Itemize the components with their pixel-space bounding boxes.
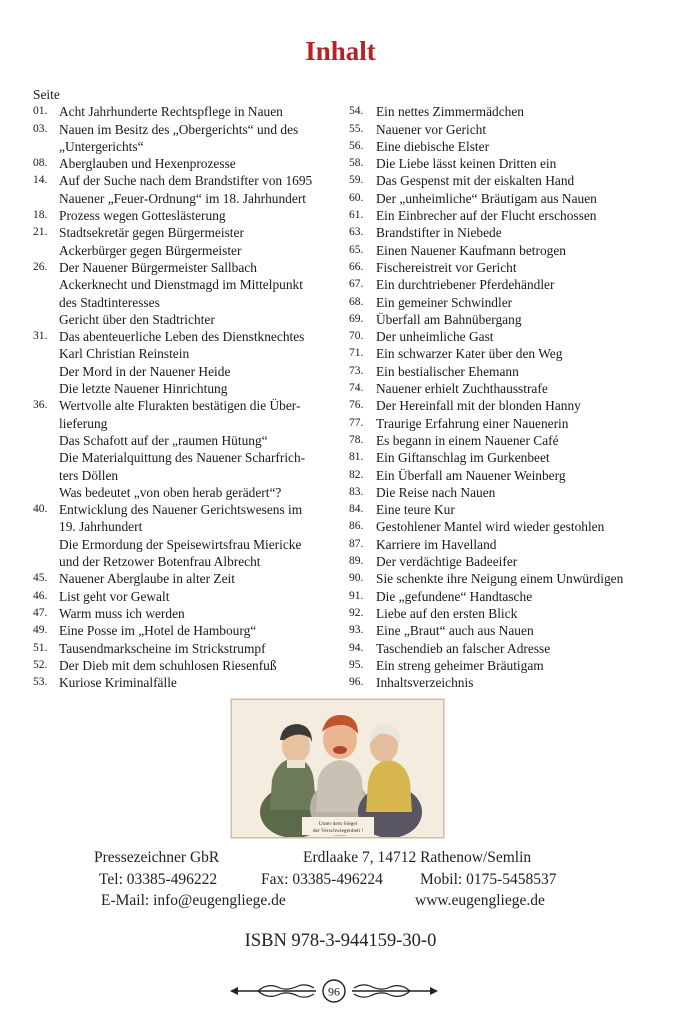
toc-entry xyxy=(349,242,669,259)
toc-entry xyxy=(33,224,348,241)
toc-entry-continuation: lieferung xyxy=(59,415,108,431)
page-ornament xyxy=(228,978,440,1004)
toc-right-spacer xyxy=(349,86,669,103)
toc-entry-title: Nauener Aberglaube in alter Zeit xyxy=(59,571,235,587)
toc-entry-number: 73. xyxy=(349,364,364,377)
toc-entry-continuation: Gericht über den Stadtrichter xyxy=(59,311,215,327)
toc-entry xyxy=(349,432,669,449)
toc-entry-title: Die Liebe lässt keinen Dritten ein xyxy=(376,156,557,172)
toc-entry-number: 71. xyxy=(349,347,364,360)
toc-entry-title: Eine Posse im „Hotel de Hambourg“ xyxy=(59,623,257,639)
toc-entry-title: Warm muss ich werden xyxy=(59,605,185,621)
toc-entry xyxy=(349,536,669,553)
toc-entry xyxy=(33,570,348,587)
toc-entry-title: Es begann in einem Nauener Café xyxy=(376,432,559,448)
toc-entry-number: 93. xyxy=(349,624,364,637)
toc-entry-number: 70. xyxy=(349,330,364,343)
toc-entry-continuation: ters Döllen xyxy=(59,467,119,483)
toc-entry-number: 18. xyxy=(33,209,48,222)
toc-entry-title: Der Dieb mit dem schuhlosen Riesenfuß xyxy=(59,657,277,673)
toc-entry xyxy=(33,640,348,657)
toc-entry-number: 01. xyxy=(33,105,48,118)
toc-left-column xyxy=(33,86,348,691)
toc-entry xyxy=(349,103,669,120)
toc-entry-title: Wertvolle alte Flurakten bestätigen die Über- xyxy=(59,398,301,414)
toc-entry xyxy=(349,605,669,622)
toc-entry xyxy=(349,224,669,241)
toc-entry xyxy=(349,172,669,189)
toc-entry xyxy=(349,294,669,311)
toc-entry xyxy=(349,259,669,276)
publisher-name: Pressezeichner GbR xyxy=(94,849,220,866)
toc-entry-number: 49. xyxy=(33,624,48,637)
toc-entry-number: 31. xyxy=(33,330,48,343)
toc-entry-title: Ein bestialischer Ehemann xyxy=(376,363,519,379)
toc-entry-number: 89. xyxy=(349,555,364,568)
toc-entry-number: 45. xyxy=(33,572,48,585)
toc-entry-number: 47. xyxy=(33,606,48,619)
toc-entry-number: 53. xyxy=(33,676,48,689)
toc-entry-title: Ein durchtriebener Pferdehändler xyxy=(376,277,555,293)
toc-entry xyxy=(33,103,348,120)
toc-entry-title: Der „unheimliche“ Bräutigam aus Nauen xyxy=(376,190,597,206)
toc-entry-number: 58. xyxy=(349,157,364,170)
toc-entry-number: 76. xyxy=(349,399,364,412)
toc-left-entries xyxy=(33,103,348,691)
illustration-image xyxy=(232,700,443,837)
toc-entry xyxy=(349,155,669,172)
toc-entry-number: 26. xyxy=(33,260,48,273)
publisher-website: www.eugengliege.de xyxy=(415,892,545,909)
toc-entry xyxy=(33,657,348,674)
toc-entry xyxy=(349,449,669,466)
toc-entry-number: 96. xyxy=(349,676,364,689)
toc-entry xyxy=(33,207,348,224)
toc-entry-number: 03. xyxy=(33,122,48,135)
illustration-gossiping-women xyxy=(231,699,444,838)
toc-entry-continuation: Das Schafott auf der „raumen Hütung“ xyxy=(59,432,268,448)
toc-entry-title: Überfall am Bahnübergang xyxy=(376,311,522,327)
publisher-tel: Tel: 03385-496222 xyxy=(99,871,218,888)
toc-entry-number: 86. xyxy=(349,520,364,533)
toc-entry-title: Der unheimliche Gast xyxy=(376,329,494,345)
toc-entry-continuation: Ackerbürger gegen Bürgermeister xyxy=(59,242,242,258)
toc-entry-number: 78. xyxy=(349,433,364,446)
toc-entry-number: 55. xyxy=(349,122,364,135)
toc-entry-title: Einen Nauener Kaufmann betrogen xyxy=(376,242,566,258)
toc-entry-number: 36. xyxy=(33,399,48,412)
toc-entry-title: Sie schenkte ihre Neigung einem Unwürdigen xyxy=(376,571,624,587)
toc-entry-title: Kuriose Kriminalfälle xyxy=(59,675,177,691)
toc-entry-number: 84. xyxy=(349,503,364,516)
toc-entry-title: Liebe auf den ersten Blick xyxy=(376,605,518,621)
toc-entry-number: 54. xyxy=(349,105,364,118)
toc-entry xyxy=(33,397,348,414)
toc-entry xyxy=(349,570,669,587)
toc-entry-title: Ein streng geheimer Bräutigam xyxy=(376,657,544,673)
toc-entry-title: Traurige Erfahrung einer Nauenerin xyxy=(376,415,569,431)
toc-entry-number: 82. xyxy=(349,468,364,481)
toc-entry-title: Ein schwarzer Kater über den Weg xyxy=(376,346,563,362)
toc-entry-title: Das Gespenst mit der eiskalten Hand xyxy=(376,173,575,189)
toc-entry-number: 60. xyxy=(349,191,364,204)
toc-entry-number: 46. xyxy=(33,589,48,602)
toc-entry-continuation: 19. Jahrhundert xyxy=(59,519,143,535)
toc-entry-number: 94. xyxy=(349,641,364,654)
toc-entry xyxy=(33,121,348,138)
toc-entry xyxy=(349,657,669,674)
toc-entry-title: Nauener vor Gericht xyxy=(376,121,487,137)
toc-entry-continuation: Karl Christian Reinstein xyxy=(59,346,190,362)
toc-entry-continuation: Was bedeutet „von oben herab gerädert“? xyxy=(59,484,282,500)
toc-entry-title: Auf der Suche nach dem Brandstifter von 1695 xyxy=(59,173,313,189)
publisher-email: E-Mail: info@eugengliege.de xyxy=(101,892,286,909)
toc-entry xyxy=(33,501,348,518)
toc-entry xyxy=(349,484,669,501)
toc-entry-number: 77. xyxy=(349,416,364,429)
toc-entry-number: 59. xyxy=(349,174,364,187)
toc-entry-continuation: Die Ermordung der Speisewirtsfrau Miericke xyxy=(59,536,302,552)
publisher-mobile: Mobil: 0175-5458537 xyxy=(420,871,557,888)
toc-entry xyxy=(349,518,669,535)
toc-entry-title: Gestohlener Mantel wird wieder gestohlen xyxy=(376,519,605,535)
publisher-address: Erdlaake 7, 14712 Rathenow/Semlin xyxy=(303,849,532,866)
toc-right-entries xyxy=(349,103,669,691)
toc-entry-title: Der verdächtige Badeeifer xyxy=(376,554,518,570)
toc-entry xyxy=(349,553,669,570)
toc-entry-number: 74. xyxy=(349,382,364,395)
isbn: ISBN 978-3-944159-30-0 xyxy=(244,931,437,951)
toc-entry-continuation: des Stadtinteresses xyxy=(59,294,160,310)
illustration-caption-line2: der Verschwiegenheit ! xyxy=(312,828,364,834)
toc-entry xyxy=(349,415,669,432)
illustration-caption-line1: Unter dem Siegel xyxy=(318,821,358,827)
toc-entry-title: Eine „Braut“ auch aus Nauen xyxy=(376,623,534,639)
toc-entry-title: Die „gefundene“ Handtasche xyxy=(376,588,533,604)
toc-entry-title: Ein Einbrecher auf der Flucht erschossen xyxy=(376,208,597,224)
toc-entry-continuation: Die Materialquittung des Nauener Scharfrich- xyxy=(59,450,306,466)
toc-entry-title: Tausendmarkscheine im Strickstrumpf xyxy=(59,640,266,656)
toc-entry-number: 68. xyxy=(349,295,364,308)
toc-entry-continuation: Nauener „Feuer-Ordnung“ im 18. Jahrhundert xyxy=(59,190,307,206)
toc-entry-title: Prozess wegen Gotteslästerung xyxy=(59,208,226,224)
page-title: Inhalt xyxy=(305,36,376,66)
toc-entry xyxy=(349,311,669,328)
toc-entry xyxy=(349,328,669,345)
toc-entry-title: Eine teure Kur xyxy=(376,502,455,518)
toc-entry xyxy=(33,259,348,276)
toc-entry-number: 56. xyxy=(349,139,364,152)
toc-entry-title: Entwicklung des Nauener Gerichtswesens im xyxy=(59,502,303,518)
toc-entry-number: 66. xyxy=(349,260,364,273)
toc-entry xyxy=(349,622,669,639)
toc-entry xyxy=(349,345,669,362)
toc-entry-number: 95. xyxy=(349,658,364,671)
toc-entry xyxy=(349,640,669,657)
toc-entry xyxy=(349,121,669,138)
toc-entry xyxy=(349,190,669,207)
toc-entry-number: 65. xyxy=(349,243,364,256)
toc-entry-title: Nauener erhielt Zuchthausstrafe xyxy=(376,381,548,397)
toc-entry-title: Taschendieb an falscher Adresse xyxy=(376,640,551,656)
toc-entry xyxy=(349,674,669,691)
toc-entry xyxy=(349,380,669,397)
toc-entry-continuation: Der Mord in der Nauener Heide xyxy=(59,363,231,379)
toc-entry-title: Der Nauener Bürgermeister Sallbach xyxy=(59,259,257,275)
toc-entry-title: Inhaltsverzeichnis xyxy=(376,675,474,691)
toc-entry-continuation: und der Retzower Botenfrau Albrecht xyxy=(59,554,261,570)
toc-entry-title: Brandstifter in Niebede xyxy=(376,225,502,241)
toc-entry xyxy=(33,588,348,605)
toc-entry-number: 40. xyxy=(33,503,48,516)
toc-entry-number: 67. xyxy=(349,278,364,291)
toc-entry xyxy=(349,276,669,293)
toc-entry-number: 81. xyxy=(349,451,364,464)
toc-entry-title: Nauen im Besitz des „Obergerichts“ und des xyxy=(59,121,299,137)
toc-entry-number: 92. xyxy=(349,606,364,619)
publisher-fax: Fax: 03385-496224 xyxy=(261,871,383,888)
toc-entry-title: Ein Überfall am Nauener Weinberg xyxy=(376,467,566,483)
toc-entry-title: Ein gemeiner Schwindler xyxy=(376,294,513,310)
toc-entry-title: Fischereistreit vor Gericht xyxy=(376,259,517,275)
toc-entry xyxy=(33,605,348,622)
toc-entry-number: 21. xyxy=(33,226,48,239)
toc-entry xyxy=(349,588,669,605)
toc-entry-number: 63. xyxy=(349,226,364,239)
toc-entry-continuation: „Untergerichts“ xyxy=(59,138,144,154)
toc-entry-continuation: Ackerknecht und Dienstmagd im Mittelpunkt xyxy=(59,277,303,293)
toc-entry xyxy=(33,622,348,639)
toc-entry xyxy=(349,207,669,224)
toc-entry-continuation: Die letzte Nauener Hinrichtung xyxy=(59,381,228,397)
toc-entry-title: Acht Jahrhunderte Rechtspflege in Nauen xyxy=(59,104,283,120)
toc-entry-title: Eine diebische Elster xyxy=(376,138,490,154)
toc-entry-title: Aberglauben und Hexenprozesse xyxy=(59,156,236,172)
toc-entry-number: 14. xyxy=(33,174,48,187)
toc-header-seite: Seite xyxy=(33,87,60,102)
toc-entry-number: 61. xyxy=(349,209,364,222)
toc-entry xyxy=(33,674,348,691)
toc-entry-title: Karriere im Havelland xyxy=(376,536,497,552)
toc-entry-number: 87. xyxy=(349,537,364,550)
toc-entry-number: 51. xyxy=(33,641,48,654)
toc-entry xyxy=(33,328,348,345)
toc-entry-number: 83. xyxy=(349,485,364,498)
toc-right-column xyxy=(349,86,669,691)
toc-entry-title: Der Hereinfall mit der blonden Hanny xyxy=(376,398,581,414)
toc-entry xyxy=(349,138,669,155)
toc-entry xyxy=(33,155,348,172)
toc-entry-title: List geht vor Gewalt xyxy=(59,588,170,604)
toc-entry-number: 91. xyxy=(349,589,364,602)
toc-entry xyxy=(349,467,669,484)
toc-entry xyxy=(33,172,348,189)
toc-entry xyxy=(349,397,669,414)
toc-entry-title: Die Reise nach Nauen xyxy=(376,484,496,500)
toc-entry-number: 52. xyxy=(33,658,48,671)
toc-entry xyxy=(349,501,669,518)
page-number: 96 xyxy=(328,984,340,999)
toc-entry-number: 69. xyxy=(349,312,364,325)
toc-entry-title: Das abenteuerliche Leben des Dienstknechtes xyxy=(59,329,305,345)
toc-entry-title: Stadtsekretär gegen Bürgermeister xyxy=(59,225,244,241)
toc-entry xyxy=(349,363,669,380)
toc-entry-number: 90. xyxy=(349,572,364,585)
toc-entry-title: Ein nettes Zimmermädchen xyxy=(376,104,524,120)
toc-entry-title: Ein Giftanschlag im Gurkenbeet xyxy=(376,450,550,466)
toc-entry-number: 08. xyxy=(33,157,48,170)
